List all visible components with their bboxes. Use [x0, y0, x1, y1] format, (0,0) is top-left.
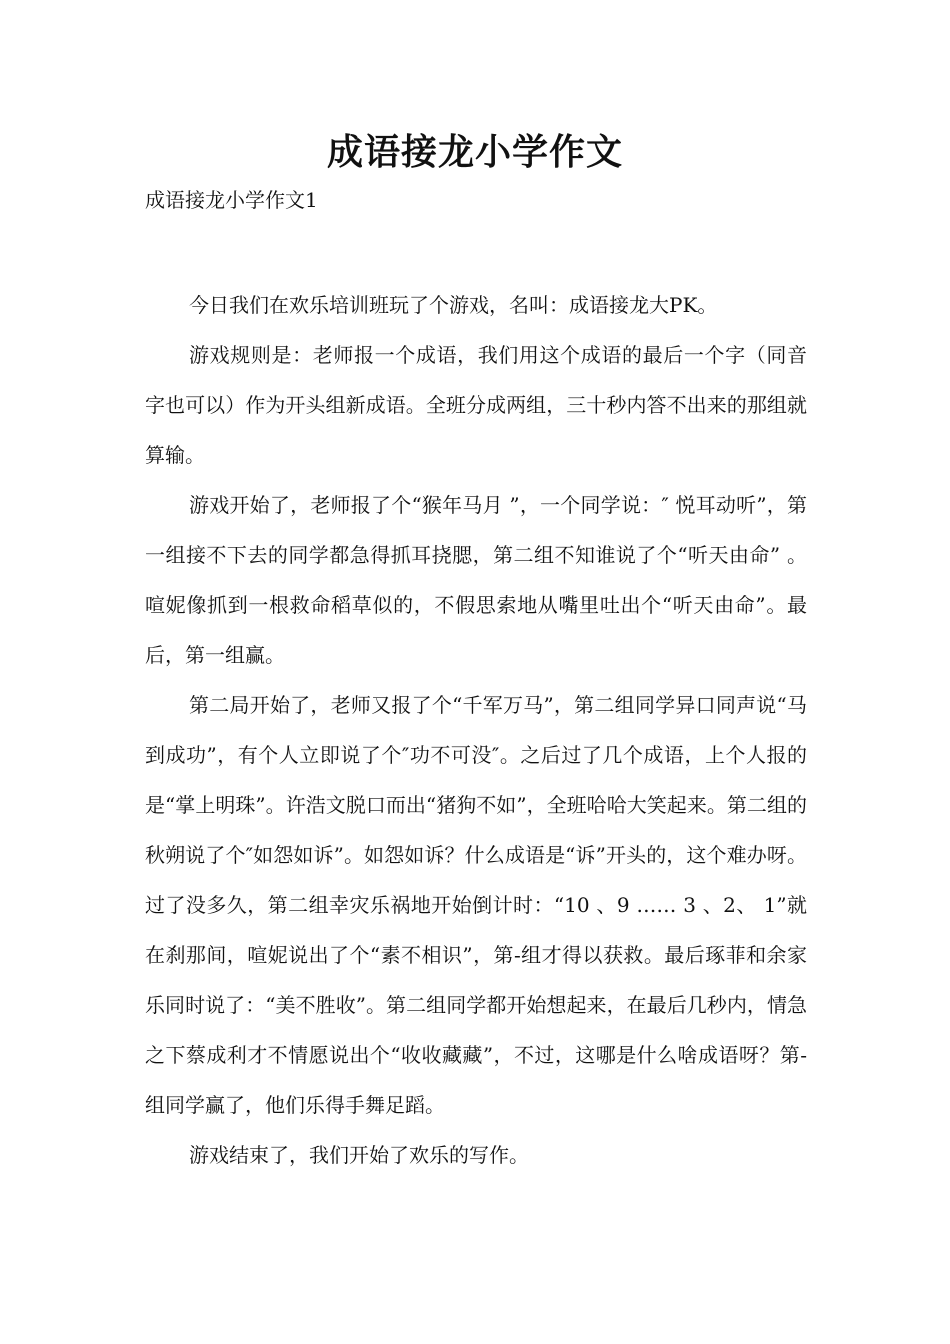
document-body: [145, 280, 807, 1180]
paragraph-3: 游戏开始了，老师报了个“猴年马月 ”，一个同学说：″ 悦耳动听”，第一组接不下去的同学都急得抓耳挠腮，第二组不知谁说了个“听天由命” 。喧妮像抓到一根救命稻草似的，不假思索地从嘴里吐出个“听天由命”。最后，第一组赢。: [145, 493, 807, 667]
paragraph-5: 游戏结束了，我们开始了欢乐的写作。: [189, 1143, 529, 1167]
paragraph-4: 第二局开始了，老师又报了个“千军万马”，第二组同学异口同声说“马到成功”，有个人立即说了个″功不可没″。之后过了几个成语，上个人报的是“掌上明珠”。许浩文脱口而出“猪狗不如”，全班哈哈大笑起来。第二组的秋朔说了个″如怨如诉”。如怨如诉？什么成语是“诉”开头的，这个难办呀。过了没多久，第二组幸灾乐祸地开始倒计时：“10 、9 …… 3 、2、 1”就在刹那间，喧妮说出了个“素不相识”，第-组才得以获救。最后琢菲和余家乐同时说了：“美不胜收”。第二组同学都开始想起来，在最后几秒内，情急之下蔡成利才不情愿说出个“收收藏藏”，不过，这哪是什么啥成语呀？第-组同学赢了，他们乐得手舞足蹈。: [145, 693, 807, 1117]
paragraph-1: 今日我们在欢乐培训班玩了个游戏，名叫：成语接龙大PK。: [189, 293, 718, 317]
document-subtitle: 成语接龙小学作文1: [145, 188, 318, 212]
paragraph-2: 游戏规则是：老师报一个成语，我们用这个成语的最后一个字（同音字也可以）作为开头组新成语。全班分成两组，三十秒内答不出来的那组就算输。: [145, 343, 807, 467]
document-title: 成语接龙小学作文: [326, 132, 623, 173]
